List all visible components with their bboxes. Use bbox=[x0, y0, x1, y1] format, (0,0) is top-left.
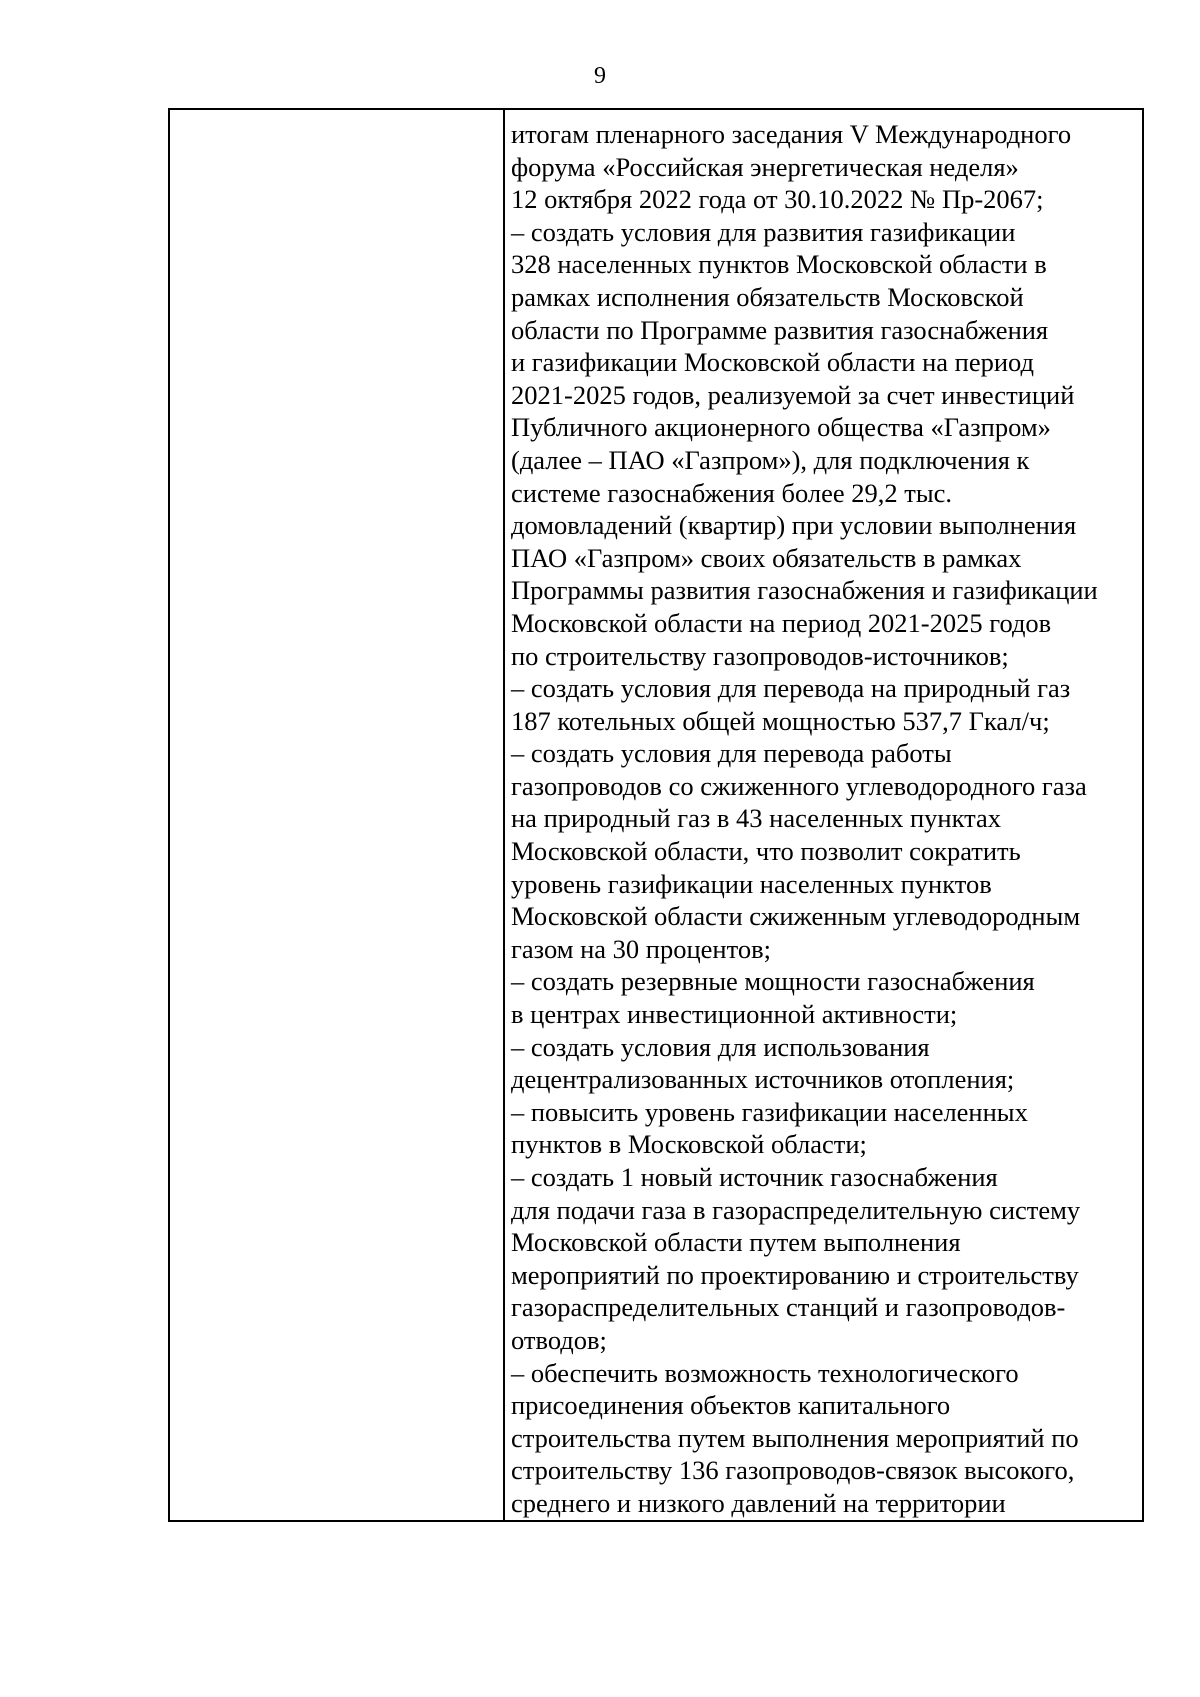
text-line: (далее – ПАО «Газпром»), для подключения к bbox=[511, 444, 1030, 475]
text-line: отводов; bbox=[511, 1324, 607, 1355]
text-line: – повысить уровень газификации населенных bbox=[511, 1096, 1028, 1127]
text-line: – создать резервные мощности газоснабжения bbox=[511, 966, 1035, 997]
document-table bbox=[168, 108, 1144, 1522]
text-line: Московской области путем выполнения bbox=[511, 1227, 961, 1258]
text-line: присоединения объектов капитального bbox=[511, 1390, 951, 1421]
text-line: 2021-2025 годов, реализуемой за счет инвестиций bbox=[511, 379, 1075, 410]
text-line: рамках исполнения обязательств Московской bbox=[511, 281, 1024, 312]
text-line: системе газоснабжения более 29,2 тыс. bbox=[511, 477, 953, 508]
table-right-cell bbox=[511, 118, 1139, 1520]
text-line: по строительству газопроводов-источников; bbox=[511, 640, 1009, 671]
text-line: – создать условия для перевода на природный газ bbox=[511, 673, 1071, 704]
text-line: Программы развития газоснабжения и газификации bbox=[511, 575, 1098, 606]
text-line: Московской области сжиженным углеводородным bbox=[511, 901, 1081, 932]
text-line: мероприятий по проектированию и строительству bbox=[511, 1259, 1079, 1290]
page-number: 9 bbox=[594, 63, 606, 89]
text-line: газопроводов со сжиженного углеводородного газа bbox=[511, 770, 1087, 801]
text-line: на природный газ в 43 населенных пунктах bbox=[511, 803, 1002, 834]
table-column-divider bbox=[503, 110, 505, 1520]
text-line: среднего и низкого давлений на территории bbox=[511, 1487, 1006, 1518]
text-line: и газификации Московской области на период bbox=[511, 347, 1035, 378]
text-line: пунктов в Московской области; bbox=[511, 1129, 867, 1160]
text-line: строительства путем выполнения мероприятий по bbox=[511, 1422, 1079, 1453]
text-line: – обеспечить возможность технологического bbox=[511, 1357, 1019, 1388]
text-line: итогам пленарного заседания V Международного bbox=[511, 119, 1072, 149]
text-line: – создать условия для развития газификации bbox=[511, 216, 1016, 247]
text-line: уровень газификации населенных пунктов bbox=[511, 868, 992, 899]
text-line: строительству 136 газопроводов-связок высокого, bbox=[511, 1455, 1075, 1486]
text-line: ПАО «Газпром» своих обязательств в рамках bbox=[511, 542, 1022, 573]
text-line: газом на 30 процентов; bbox=[511, 933, 771, 964]
text-line: 187 котельных общей мощностью 537,7 Гкал/ч; bbox=[511, 705, 1050, 736]
text-line: области по Программе развития газоснабжения bbox=[511, 314, 1049, 345]
text-line: форума «Российская энергетическая неделя» bbox=[511, 151, 1019, 182]
text-line: Московской области на период 2021-2025 годов bbox=[511, 607, 1052, 638]
text-line: децентрализованных источников отопления; bbox=[511, 1064, 1015, 1095]
text-line: в центрах инвестиционной активности; bbox=[511, 999, 958, 1030]
text-line: – создать условия для перевода работы bbox=[511, 738, 952, 769]
text-line: Московской области, что позволит сократить bbox=[511, 836, 1021, 867]
text-line: домовладений (квартир) при условии выполнения bbox=[511, 510, 1077, 541]
text-line: для подачи газа в газораспределительную систему bbox=[511, 1194, 1081, 1225]
table-left-cell bbox=[170, 110, 503, 1520]
text-line: Публичного акционерного общества «Газпром» bbox=[511, 412, 1051, 443]
text-line: 12 октября 2022 года от 30.10.2022 № Пр-2067; bbox=[511, 184, 1044, 215]
text-line: – создать условия для использования bbox=[511, 1031, 930, 1062]
text-line: 328 населенных пунктов Московской области в bbox=[511, 249, 1047, 280]
text-line: газораспределительных станций и газопроводов- bbox=[511, 1292, 1066, 1323]
text-line: – создать 1 новый источник газоснабжения bbox=[511, 1162, 998, 1192]
